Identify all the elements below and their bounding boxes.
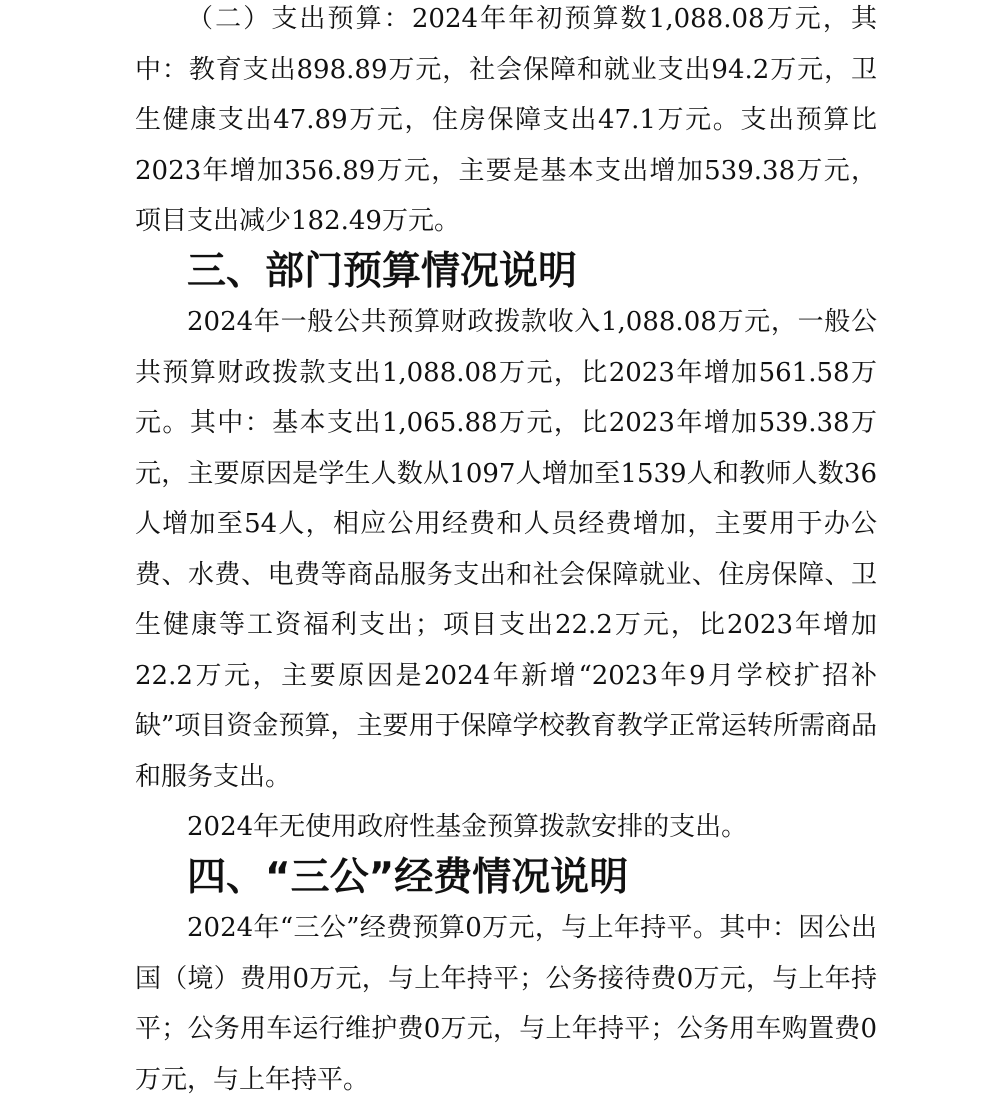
section-heading-department-budget: 三、部门预算情况说明	[187, 248, 578, 294]
government-fund-paragraph: 2024年无使用政府性基金预算拨款安排的支出。	[187, 812, 748, 842]
expenditure-budget-paragraph: （二）支出预算：2024年年初预算数1,088.08万元，其中：教育支出898.89万元，社会保障和就业支出94.2万元，卫生健康支出47.89万元，住房保障支出47.1万元。支出预算比2023年增加356.89万元，主要是基本支出增加539.38万元，项目支出减少182.49万元。	[135, 4, 877, 236]
document-page	[135, 0, 877, 1105]
section-heading-three-public-expenses: 四、“三公”经费情况说明	[187, 854, 629, 900]
three-public-expenses-paragraph: 2024年“三公”经费预算0万元，与上年持平。其中：因公出国（境）费用0万元，与上年持平；公务接待费0万元，与上年持平；公务用车运行维护费0万元，与上年持平；公务用车购置费0万元，与上年持平。	[135, 913, 877, 1095]
general-budget-paragraph: 2024年一般公共预算财政拨款收入1,088.08万元，一般公共预算财政拨款支出1,088.08万元，比2023年增加561.58万元。其中：基本支出1,065.88万元，比2023年增加539.38万元，主要原因是学生人数从1097人增加至1539人和教师人数36人增加至54人，相应公用经费和人员经费增加，主要用于办公费、水费、电费等商品服务支出和社会保障就业、住房保障、卫生健康等工资福利支出；项目支出22.2万元，比2023年增加22.2万元，主要原因是2024年新增“2023年9月学校扩招补缺”项目资金预算，主要用于保障学校教育教学正常运转所需商品和服务支出。	[135, 307, 877, 792]
